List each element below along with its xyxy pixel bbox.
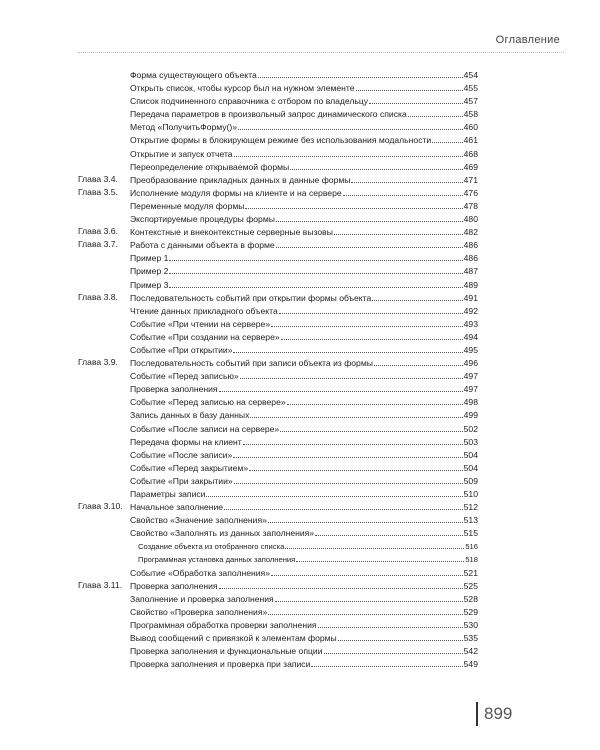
toc-entry-title: Проверка заполнения и функциональные опции: [130, 646, 323, 657]
toc-entry[interactable]: [130, 448, 478, 462]
toc-entry[interactable]: [130, 107, 478, 121]
toc-entry-page: 504: [463, 449, 478, 460]
toc-entry-title: Программная обработка проверки заполнения: [130, 619, 317, 630]
toc-entry-title: Событие «Обработка заполнения»: [130, 567, 270, 578]
toc-row: [78, 435, 478, 448]
toc-row: [78, 343, 478, 356]
table-of-contents: [78, 68, 478, 670]
toc-leader-dots: [287, 395, 463, 405]
toc-entry-page: 515: [463, 528, 478, 539]
toc-entry-title: Событие «После записи»: [130, 449, 233, 460]
toc-entry-page: 528: [463, 593, 478, 604]
toc-entry[interactable]: [130, 526, 478, 540]
toc-entry-page: 489: [463, 279, 478, 290]
page-number-bar: [476, 702, 478, 726]
toc-entry-page: 476: [463, 187, 478, 198]
toc-leader-dots: [243, 435, 463, 445]
toc-entry-page: 486: [463, 240, 478, 251]
toc-entry-page: 455: [463, 83, 478, 94]
toc-row: [78, 605, 478, 618]
toc-entry[interactable]: [130, 592, 478, 606]
toc-entry-title: Программная установка данных заполнения: [138, 555, 296, 565]
toc-entry-page: 518: [465, 555, 478, 565]
toc-entry-page: 497: [463, 384, 478, 395]
toc-chapter-label: Глава 3.8.: [78, 291, 118, 302]
toc-entry-title: Параметры записи: [130, 489, 206, 499]
toc-entry[interactable]: [130, 487, 478, 501]
toc-entry-page: 471: [463, 174, 478, 185]
toc-row: [78, 304, 478, 317]
toc-entry-title: Свойство «Заполнять из данных заполнения»: [130, 528, 315, 539]
toc-entry-page: 499: [463, 410, 478, 421]
toc-entry-title: Передача параметров в произвольный запрос динамического списка: [130, 109, 407, 120]
toc-leader-dots: [250, 408, 462, 418]
toc-entry[interactable]: [130, 94, 478, 108]
toc-entry-title: Событие «Перед закрытием»: [130, 462, 249, 473]
toc-leader-dots: [372, 291, 462, 301]
toc-entry[interactable]: [130, 500, 478, 514]
toc-entry-title: Открыть список, чтобы курсор был на нужном элементе: [130, 83, 355, 94]
toc-entry-page: 469: [463, 161, 478, 172]
toc-entry[interactable]: [130, 618, 478, 632]
toc-entry[interactable]: [130, 461, 478, 475]
toc-entry[interactable]: [130, 186, 478, 200]
toc-entry-page: 542: [463, 646, 478, 657]
toc-row: [78, 317, 478, 330]
toc-entry-title: Событие «При закрытии»: [130, 475, 233, 486]
toc-entry-title: Проверка заполнения: [130, 580, 218, 591]
toc-entry-title: Событие «При чтении на сервере»: [130, 318, 271, 329]
toc-entry-title: Последовательность событий при открытии формы объекта: [130, 292, 372, 303]
toc-entry-page: 497: [463, 371, 478, 382]
toc-entry[interactable]: [130, 343, 478, 357]
page-number: 899: [484, 704, 513, 723]
toc-entry-title: Событие «Перед записью на сервере»: [130, 397, 286, 408]
toc-row: [78, 408, 478, 421]
toc-entry[interactable]: [130, 278, 478, 292]
toc-row: [78, 657, 478, 670]
toc-entry-title: Список подчиненного справочника с отбором по владельцу: [130, 96, 369, 107]
toc-entry-page: 525: [463, 580, 478, 591]
toc-leader-dots: [280, 422, 462, 432]
toc-row: [78, 94, 478, 107]
toc-entry[interactable]: [130, 264, 478, 278]
toc-entry-title: Форма существующего объекта: [130, 70, 257, 80]
toc-leader-dots: [338, 631, 463, 641]
toc-entry[interactable]: [130, 120, 478, 134]
toc-leader-dots: [169, 251, 462, 261]
toc-entry-title: Запись данных в базу данных: [130, 410, 250, 421]
toc-row: [78, 618, 478, 631]
toc-entry-page: 482: [463, 227, 478, 238]
toc-row: [78, 68, 478, 81]
toc-row: [78, 186, 478, 199]
toc-entry-page: 495: [463, 344, 478, 355]
toc-leader-dots: [343, 186, 463, 196]
toc-row: [78, 526, 478, 539]
toc-entry-page: 460: [463, 122, 478, 133]
toc-entry-page: 516: [465, 542, 478, 552]
toc-leader-dots: [369, 94, 463, 104]
toc-row: [78, 382, 478, 395]
toc-row: [78, 395, 478, 408]
toc-entry-page: 480: [463, 214, 478, 225]
toc-entry[interactable]: [130, 356, 478, 370]
toc-entry-page: 502: [463, 423, 478, 434]
toc-entry[interactable]: [130, 147, 478, 161]
toc-entry-title: Последовательность событий при записи объекта из формы: [130, 358, 373, 369]
toc-leader-dots: [334, 225, 463, 235]
toc-entry-page: 529: [463, 606, 478, 617]
toc-leader-dots: [408, 107, 463, 117]
toc-row: [78, 356, 478, 369]
toc-row: [78, 552, 478, 565]
toc-entry-page: 512: [463, 502, 478, 513]
toc-entry-title: Начальное заполнение: [130, 502, 224, 513]
toc-leader-dots: [324, 644, 463, 654]
toc-entry-title: Проверка заполнения: [130, 384, 218, 395]
toc-entry[interactable]: [130, 408, 478, 422]
toc-leader-dots: [268, 605, 462, 615]
toc-row: [78, 199, 478, 212]
toc-leader-dots: [219, 579, 463, 589]
toc-entry-title: Переопределение открываемой формы: [130, 161, 290, 172]
toc-entry[interactable]: [138, 539, 478, 553]
toc-entry[interactable]: [130, 579, 478, 593]
toc-leader-dots: [432, 133, 462, 143]
toc-entry-title: Событие «При открытии»: [130, 344, 233, 355]
toc-entry-title: Работа с данными объекта в форме: [130, 240, 275, 251]
toc-entry-page: 487: [463, 266, 478, 277]
toc-row: [78, 631, 478, 644]
toc-row: [78, 369, 478, 382]
toc-row: [78, 120, 478, 133]
toc-entry[interactable]: [130, 644, 478, 658]
toc-entry[interactable]: [130, 657, 478, 671]
toc-entry-page: 509: [463, 475, 478, 486]
toc-entry[interactable]: [130, 435, 478, 449]
toc-entry-title: Чтение данных прикладного объекта: [130, 305, 278, 316]
toc-entry[interactable]: [130, 173, 478, 187]
toc-leader-dots: [258, 68, 463, 78]
toc-leader-dots: [206, 487, 462, 497]
toc-entry-page: 454: [463, 70, 478, 80]
toc-row: [78, 107, 478, 120]
toc-entry-page: 492: [463, 305, 478, 316]
toc-chapter-label: Глава 3.9.: [78, 357, 118, 368]
toc-entry-title: Метод «ПолучитьФорму()»: [130, 122, 238, 133]
toc-leader-dots: [351, 173, 462, 183]
toc-entry[interactable]: [130, 369, 478, 383]
toc-entry-page: 494: [463, 331, 478, 342]
toc-entry-page: 493: [463, 318, 478, 329]
toc-entry-page: 510: [463, 489, 478, 499]
toc-row: [78, 539, 478, 552]
toc-entry-page: 504: [463, 462, 478, 473]
toc-leader-dots: [276, 238, 463, 248]
toc-row: [78, 160, 478, 173]
toc-entry-title: Заполнение и проверка заполнения: [130, 593, 274, 604]
running-header-title: Оглавление: [495, 34, 560, 46]
toc-leader-dots: [311, 657, 462, 667]
toc-row: [78, 592, 478, 605]
toc-leader-dots: [268, 513, 463, 523]
toc-entry[interactable]: [130, 160, 478, 174]
toc-entry-page: 478: [463, 200, 478, 211]
toc-entry-page: 498: [463, 397, 478, 408]
toc-row: [78, 448, 478, 461]
toc-entry[interactable]: [130, 199, 478, 213]
toc-leader-dots: [318, 618, 463, 628]
toc-row: [78, 238, 478, 251]
toc-entry[interactable]: [130, 212, 478, 226]
toc-entry-title: Свойство «Проверка заполнения»: [130, 606, 268, 617]
toc-entry-title: Переменные модуля формы: [130, 200, 245, 211]
toc-entry[interactable]: [130, 251, 478, 265]
toc-row: [78, 225, 478, 238]
toc-leader-dots: [219, 382, 463, 392]
toc-entry[interactable]: [130, 566, 478, 580]
toc-leader-dots: [374, 356, 463, 366]
toc-leader-dots: [281, 330, 463, 340]
toc-row: [78, 579, 478, 592]
toc-entry[interactable]: [130, 304, 478, 318]
toc-entry[interactable]: [130, 382, 478, 396]
toc-row: [78, 278, 478, 291]
toc-leader-dots: [169, 264, 462, 274]
toc-leader-dots: [290, 160, 462, 170]
toc-chapter-label: Глава 3.7.: [78, 239, 118, 250]
toc-leader-dots: [233, 448, 462, 458]
toc-entry-title: Экспортируемые процедуры формы: [130, 214, 275, 225]
toc-row: [78, 330, 478, 343]
header-divider: [78, 52, 564, 53]
toc-leader-dots: [271, 317, 463, 327]
toc-leader-dots: [296, 552, 464, 562]
toc-row: [78, 474, 478, 487]
toc-entry[interactable]: [138, 552, 478, 566]
toc-chapter-label: Глава 3.5.: [78, 186, 118, 197]
toc-leader-dots: [275, 592, 463, 602]
toc-entry-title: Вывод сообщений с привязкой к элементам формы: [130, 633, 337, 644]
toc-entry-title: Пример 1: [130, 253, 169, 264]
toc-entry-title: Свойство «Значение заполнения»: [130, 515, 267, 526]
toc-leader-dots: [285, 539, 464, 549]
toc-row: [78, 644, 478, 657]
toc-entry-title: Открытие формы в блокирующем режиме без использования модальности: [130, 135, 432, 146]
toc-entry-page: 468: [463, 148, 478, 159]
toc-entry-page: 458: [463, 109, 478, 120]
toc-entry[interactable]: [130, 317, 478, 331]
toc-entry[interactable]: [130, 81, 478, 95]
toc-entry[interactable]: [130, 422, 478, 436]
toc-entry-title: Пример 2: [130, 266, 169, 277]
toc-leader-dots: [234, 147, 463, 157]
toc-row: [78, 461, 478, 474]
toc-row: [78, 487, 478, 500]
toc-entry[interactable]: [130, 133, 478, 147]
toc-entry-page: 457: [463, 96, 478, 107]
toc-leader-dots: [315, 526, 463, 536]
toc-leader-dots: [356, 81, 463, 91]
toc-entry-title: Контекстные и внеконтекстные серверные вызовы: [130, 227, 333, 238]
toc-entry-page: 486: [463, 253, 478, 264]
toc-entry[interactable]: [130, 225, 478, 239]
toc-entry-page: 496: [463, 358, 478, 369]
toc-row: [78, 513, 478, 526]
toc-entry[interactable]: [130, 513, 478, 527]
toc-entry-page: 491: [463, 292, 478, 303]
toc-entry[interactable]: [130, 395, 478, 409]
toc-entry-page: 461: [463, 135, 478, 146]
toc-leader-dots: [234, 474, 463, 484]
toc-entry[interactable]: [130, 330, 478, 344]
toc-row: [78, 133, 478, 146]
toc-entry-page: 521: [463, 567, 478, 578]
toc-entry-title: Событие «Перед записью»: [130, 371, 239, 382]
toc-entry[interactable]: [130, 238, 478, 252]
toc-row: [78, 251, 478, 264]
toc-entry-page: 535: [463, 633, 478, 644]
toc-row: [78, 147, 478, 160]
toc-chapter-label: Глава 3.6.: [78, 226, 118, 237]
toc-entry[interactable]: [130, 605, 478, 619]
toc-chapter-label: Глава 3.10.: [78, 501, 123, 512]
toc-entry-page: 513: [463, 515, 478, 526]
toc-entry-title: Событие «При создании на сервере»: [130, 331, 280, 342]
toc-leader-dots: [249, 461, 463, 471]
toc-row: [78, 173, 478, 186]
toc-leader-dots: [271, 566, 463, 576]
toc-row: [78, 81, 478, 94]
toc-row: [78, 212, 478, 225]
toc-row: [78, 566, 478, 579]
toc-leader-dots: [245, 199, 462, 209]
toc-entry-title: Преобразование прикладных данных в данные формы: [130, 174, 351, 185]
toc-entry[interactable]: [130, 631, 478, 645]
toc-chapter-label: Глава 3.11.: [78, 579, 123, 590]
toc-leader-dots: [240, 369, 463, 379]
toc-entry-title: Событие «После записи на сервере»: [130, 423, 280, 434]
toc-entry-title: Пример 3: [130, 279, 169, 290]
toc-row: [78, 500, 478, 513]
toc-entry-page: 530: [463, 619, 478, 630]
toc-entry-title: Исполнение модуля формы на клиенте и на сервере: [130, 187, 342, 198]
toc-leader-dots: [279, 304, 463, 314]
toc-leader-dots: [224, 500, 463, 510]
toc-leader-dots: [169, 278, 462, 288]
toc-row: [78, 422, 478, 435]
toc-entry-title: Проверка заполнения и проверка при записи: [130, 659, 311, 670]
toc-entry-title: Открытие и запуск отчета: [130, 148, 233, 159]
toc-leader-dots: [276, 212, 463, 222]
toc-entry[interactable]: [130, 291, 478, 305]
toc-entry-page: 503: [463, 436, 478, 447]
toc-row: [78, 291, 478, 304]
toc-leader-dots: [238, 120, 463, 130]
toc-entry[interactable]: [130, 474, 478, 488]
toc-entry-title: Создание объекта из отобранного списка: [138, 542, 285, 552]
toc-entry-page: 549: [463, 659, 478, 670]
toc-row: [78, 264, 478, 277]
toc-leader-dots: [233, 343, 462, 353]
toc-entry-title: Передача формы на клиент: [130, 436, 242, 447]
toc-entry[interactable]: [130, 68, 478, 82]
toc-chapter-label: Глава 3.4.: [78, 173, 118, 184]
